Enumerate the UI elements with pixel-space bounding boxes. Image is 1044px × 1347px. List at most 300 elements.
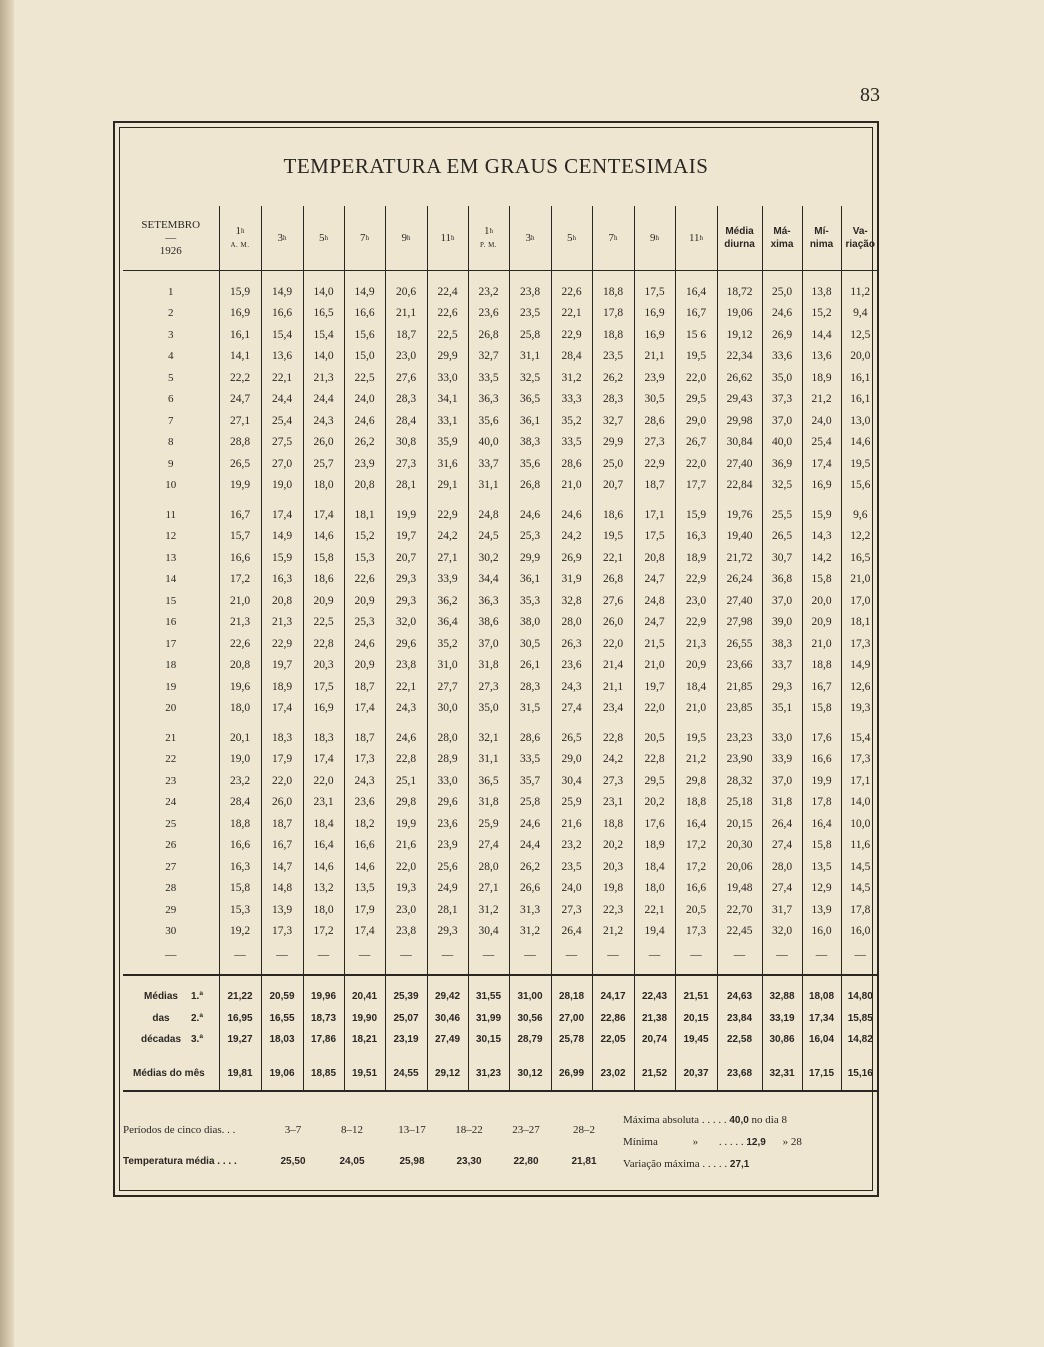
temperature-cell: 14,7 (261, 856, 303, 878)
table-row (123, 281, 879, 303)
table-row (123, 324, 879, 346)
spacer-cell (468, 1051, 509, 1063)
temperature-cell: 15,7 (219, 526, 261, 548)
spacer-row (123, 975, 879, 986)
spacer-cell (509, 975, 551, 986)
temperature-cell: 28,4 (385, 410, 427, 432)
spacer-cell (303, 496, 344, 504)
temperature-cell: 28,1 (385, 475, 427, 497)
temperature-cell: 26,9 (762, 324, 802, 346)
table-row (123, 813, 879, 835)
temperature-cell: 16,6 (219, 547, 261, 569)
temperature-cell: 18,8 (802, 655, 841, 677)
temperature-cell: 29,6 (385, 633, 427, 655)
spacer-cell (427, 1051, 468, 1063)
spacer-cell (762, 1051, 802, 1063)
temperature-cell: 17,2 (219, 569, 261, 591)
day-number: 18 (165, 659, 177, 672)
decade-mean-cell: 25,07 (385, 1008, 427, 1030)
temperature-cell: 27,3 (634, 432, 675, 454)
temperature-cell: 27,3 (385, 453, 427, 475)
temperature-cell: 14,9 (261, 526, 303, 548)
temperature-cell: 31,1 (468, 749, 509, 771)
temperature-cell: 31,8 (468, 655, 509, 677)
temperature-cell: 16,9 (303, 698, 344, 720)
temperature-cell: 13,5 (802, 856, 841, 878)
temperature-cell: 13,9 (261, 899, 303, 921)
temperature-cell: 31,6 (427, 453, 468, 475)
decade-mean-cell: 18,73 (303, 1008, 344, 1030)
temperature-cell: 33,5 (468, 367, 509, 389)
temperature-cell: 21,0 (634, 655, 675, 677)
temperature-cell: 17,0 (841, 590, 879, 612)
dash-cell: — (509, 942, 551, 968)
min-ditto: » (692, 1136, 699, 1148)
temperature-cell: 30,4 (468, 921, 509, 943)
temperature-cell: 25,0 (762, 281, 802, 303)
temperature-cell: 18,6 (592, 504, 634, 526)
spacer-cell (468, 271, 509, 282)
spacer-cell (592, 496, 634, 504)
temperature-cell: 16,7 (802, 676, 841, 698)
table-row (123, 547, 879, 569)
month-mean-cell: 29,12 (427, 1063, 468, 1085)
temperature-cell: 14,8 (261, 878, 303, 900)
spacer-cell (802, 1084, 841, 1091)
temperature-cell: 16,4 (303, 835, 344, 857)
spacer-cell (762, 975, 802, 986)
spacer-cell (551, 1051, 592, 1063)
temperature-cell: 38,0 (509, 612, 551, 634)
temperature-cell: 17,4 (303, 504, 344, 526)
temperature-cell: 19,06 (717, 303, 762, 325)
temperature-cell: 18,72 (717, 281, 762, 303)
spacer-cell (675, 968, 717, 975)
temperature-cell: 21,3 (675, 633, 717, 655)
temperature-cell: 9,4 (841, 303, 879, 325)
temperature-cell: 18,6 (303, 569, 344, 591)
table-row (123, 749, 879, 771)
table-row (123, 303, 879, 325)
spacer-cell (551, 968, 592, 975)
temperature-cell: 19,9 (385, 813, 427, 835)
hour-suffix: h (241, 226, 245, 235)
temperature-cell: 29,3 (385, 569, 427, 591)
temperature-cell: 14,6 (303, 856, 344, 878)
hour-header-8 (509, 206, 551, 271)
temperature-cell: 21,4 (592, 655, 634, 677)
temperature-cell: 23,6 (427, 813, 468, 835)
temperature-cell: 20,7 (385, 547, 427, 569)
temperature-cell: 26,7 (675, 432, 717, 454)
temperature-cell: 15,2 (344, 526, 385, 548)
decade-mean-cell: 19,27 (219, 1029, 261, 1051)
temperature-cell: 27,40 (717, 590, 762, 612)
min-value: 12,9 (746, 1137, 766, 1148)
temperature-cell: 22,0 (261, 770, 303, 792)
temperature-cell: 22,1 (634, 899, 675, 921)
temperature-cell: 24,3 (344, 770, 385, 792)
temperature-cell: 15,3 (219, 899, 261, 921)
temperature-cell: 17,3 (841, 749, 879, 771)
spacer-cell (385, 1084, 427, 1091)
temperature-cell: 27,7 (427, 676, 468, 698)
temperature-cell: 22,0 (675, 453, 717, 475)
spacer-cell (509, 271, 551, 282)
temperature-cell: 22,9 (551, 324, 592, 346)
temperature-cell: 23,4 (592, 698, 634, 720)
dash-cell: — (385, 942, 427, 968)
table-row (123, 792, 879, 814)
temperature-cell: 22,1 (385, 676, 427, 698)
temperature-cell: 24,4 (303, 389, 344, 411)
temperature-cell: 18,9 (634, 835, 675, 857)
decade-word: décadas (140, 1034, 182, 1046)
temperature-cell: 18,1 (344, 504, 385, 526)
temperature-cell: 27,0 (261, 453, 303, 475)
temperature-cell: 33,7 (468, 453, 509, 475)
temperature-cell: 22,0 (592, 633, 634, 655)
temperature-cell: 22,9 (634, 453, 675, 475)
spacer-cell (219, 271, 261, 282)
temperature-cell: 27,4 (762, 835, 802, 857)
temperature-cell: 15 6 (675, 324, 717, 346)
temperature-cell: 28,4 (551, 346, 592, 368)
temperature-cell: 23,23 (717, 727, 762, 749)
decade-mean-cell: 14,80 (841, 986, 879, 1008)
temperature-cell: 32,0 (385, 612, 427, 634)
table-row (123, 727, 879, 749)
temperature-cell: 36,5 (468, 770, 509, 792)
temperature-cell: 16,9 (634, 303, 675, 325)
temperature-cell: 17,6 (634, 813, 675, 835)
temperature-cell: 18,7 (634, 475, 675, 497)
spacer-cell (261, 271, 303, 282)
period-temperature: 25,98 (399, 1156, 425, 1167)
decade-mean-cell: 31,99 (468, 1008, 509, 1030)
spacer-cell (634, 496, 675, 504)
month-mean-cell: 21,52 (634, 1063, 675, 1085)
hour-header-10 (592, 206, 634, 271)
temperature-cell: 25,4 (802, 432, 841, 454)
spacer-cell (303, 1051, 344, 1063)
temperature-cell: 21,72 (717, 547, 762, 569)
day-number: 26 (165, 839, 177, 852)
spacer-cell (841, 719, 879, 727)
decade-mean-cell: 18,21 (344, 1029, 385, 1051)
day-number: 14 (165, 573, 177, 586)
temperature-cell: 17,1 (841, 770, 879, 792)
temperature-cell: 27,4 (551, 698, 592, 720)
temperature-cell: 19,5 (675, 346, 717, 368)
month-mean-label: Médias do mês (133, 1067, 205, 1079)
temperature-cell: 17,2 (303, 921, 344, 943)
day-number: 29 (165, 903, 177, 916)
temperature-cell: 23,2 (551, 835, 592, 857)
day-number: 6 (168, 393, 174, 406)
temperature-cell: 20,9 (344, 655, 385, 677)
decade-mean-cell: 19,96 (303, 986, 344, 1008)
table-row (123, 367, 879, 389)
decade-mean-cell: 31,55 (468, 986, 509, 1008)
period-range: 8–12 (341, 1124, 363, 1136)
temperature-cell: 25,8 (509, 324, 551, 346)
temperature-cell: 14,9 (841, 655, 879, 677)
temperature-cell: 33,1 (427, 410, 468, 432)
decade-number: 1.ª (191, 991, 204, 1003)
temperature-cell: 14,9 (344, 281, 385, 303)
dash-cell: — (427, 942, 468, 968)
page-number: 83 (860, 84, 880, 106)
temperature-cell: 30,4 (551, 770, 592, 792)
temperature-cell: 20,8 (344, 475, 385, 497)
temperature-cell: 33,3 (551, 389, 592, 411)
temperature-cell: 22,0 (675, 367, 717, 389)
spacer-cell (468, 975, 509, 986)
temperature-cell: 15,6 (344, 324, 385, 346)
temperature-cell: 23,9 (634, 367, 675, 389)
temperature-cell: 16,1 (841, 367, 879, 389)
temperature-cell: 23,9 (427, 835, 468, 857)
temperature-cell: 24,6 (385, 727, 427, 749)
month-mean-row (123, 1063, 879, 1085)
hour-suffix: h (531, 233, 535, 242)
hour-suffix: h (365, 233, 369, 242)
day-number: 21 (165, 731, 177, 744)
temperature-cell: 33,9 (427, 569, 468, 591)
table-row (123, 432, 879, 454)
spacer-cell (303, 719, 344, 727)
temperature-cell: 21,3 (261, 612, 303, 634)
temperature-cell: 14,6 (344, 856, 385, 878)
spacer-cell (219, 975, 261, 986)
temperature-cell: 32,7 (468, 346, 509, 368)
spacer-cell (762, 1084, 802, 1091)
temperature-cell: 25,3 (344, 612, 385, 634)
temperature-cell: 18,9 (675, 547, 717, 569)
day-number: 9 (168, 457, 174, 470)
temperature-cell: 21,0 (802, 633, 841, 655)
spacer-cell (675, 1084, 717, 1091)
day-number: 23 (165, 774, 177, 787)
temperature-cell: 15,9 (261, 547, 303, 569)
temperature-cell: 17,4 (303, 749, 344, 771)
temperature-cell: 14,0 (841, 792, 879, 814)
temperature-cell: 17,3 (841, 633, 879, 655)
temperature-cell: 27,3 (592, 770, 634, 792)
temperature-cell: 28,3 (385, 389, 427, 411)
temperature-cell: 18,7 (344, 727, 385, 749)
temperature-cell: 18,4 (675, 676, 717, 698)
temperature-cell: 24,4 (509, 835, 551, 857)
temperature-cell: 30,5 (634, 389, 675, 411)
temperature-cell: 19,4 (634, 921, 675, 943)
temperature-cell: 26,2 (344, 432, 385, 454)
temperature-cell: 24,8 (634, 590, 675, 612)
temperature-cell: 18,8 (592, 324, 634, 346)
spacer-cell (634, 271, 675, 282)
table-row (123, 612, 879, 634)
temperature-cell: 36,5 (509, 389, 551, 411)
temperature-cell: 36,2 (427, 590, 468, 612)
temperature-cell: 29,3 (762, 676, 802, 698)
temperature-cell: 31,7 (762, 899, 802, 921)
temperature-cell: 14,3 (802, 526, 841, 548)
spacer-row (123, 1084, 879, 1091)
temperature-cell: 16,4 (802, 813, 841, 835)
decade-row (123, 986, 879, 1008)
hour-header-4 (344, 206, 385, 271)
page-binding-edge (0, 0, 14, 1347)
temperature-cell: 18,0 (303, 475, 344, 497)
period-temperature: 24,05 (339, 1156, 365, 1167)
temperature-cell: 26,8 (468, 324, 509, 346)
dash-cell: — (762, 942, 802, 968)
hour-suffix: h (324, 233, 328, 242)
temperature-cell: 21,0 (675, 698, 717, 720)
decade-mean-cell: 16,04 (802, 1029, 841, 1051)
temperature-cell: 18,8 (675, 792, 717, 814)
temperature-cell: 28,0 (468, 856, 509, 878)
temperature-cell: 27,3 (551, 899, 592, 921)
temperature-cell: 19,12 (717, 324, 762, 346)
day-number: 8 (168, 436, 174, 449)
spacer-cell (385, 271, 427, 282)
temperature-cell: 29,9 (592, 432, 634, 454)
spacer-cell (841, 271, 879, 282)
hour-value: 11 (688, 231, 700, 244)
temperature-cell: 18,4 (303, 813, 344, 835)
spacer-cell (717, 975, 762, 986)
decade-mean-cell: 19,90 (344, 1008, 385, 1030)
spacer-cell (219, 719, 261, 727)
decade-mean-cell: 21,38 (634, 1008, 675, 1030)
hour-header-9 (551, 206, 592, 271)
temperature-cell: 17,2 (675, 835, 717, 857)
temperature-cell: 25,18 (717, 792, 762, 814)
hour-suffix: h (283, 233, 287, 242)
temperature-cell: 31,1 (468, 475, 509, 497)
temperature-cell: 21,1 (592, 676, 634, 698)
temperature-cell: 33,6 (762, 346, 802, 368)
spacer-cell (717, 968, 762, 975)
period-range: 3–7 (284, 1124, 302, 1136)
spacer-cell (592, 719, 634, 727)
temperature-cell: 30,84 (717, 432, 762, 454)
temperature-cell: 16,5 (841, 547, 879, 569)
temperature-cell: 19,0 (219, 749, 261, 771)
spacer-cell (303, 975, 344, 986)
temperature-cell: 29,0 (675, 410, 717, 432)
temperature-cell: 19,8 (592, 878, 634, 900)
temperature-cell: 19,2 (219, 921, 261, 943)
temperature-cell: 27,98 (717, 612, 762, 634)
temperature-cell: 33,9 (762, 749, 802, 771)
decade-word: das (152, 1012, 170, 1024)
temperature-cell: 23,6 (344, 792, 385, 814)
temperature-cell: 16,7 (675, 303, 717, 325)
spacer-cell (762, 271, 802, 282)
temperature-cell: 27,5 (261, 432, 303, 454)
decade-mean-cell: 18,08 (802, 986, 841, 1008)
temperature-cell: 20,8 (219, 655, 261, 677)
spacer-cell (261, 968, 303, 975)
temperature-cell: 16,0 (802, 921, 841, 943)
decade-mean-cell: 20,59 (261, 986, 303, 1008)
temperature-cell: 12,2 (841, 526, 879, 548)
temperature-cell: 30,5 (509, 633, 551, 655)
hour-header-7 (468, 206, 509, 271)
spacer-cell (427, 1084, 468, 1091)
temperature-cell: 20,5 (634, 727, 675, 749)
period-temperature: 21,81 (571, 1156, 597, 1167)
temperature-cell: 26,2 (509, 856, 551, 878)
temperature-cell: 22,0 (303, 770, 344, 792)
temperature-cell: 22,84 (717, 475, 762, 497)
spacer-cell (385, 968, 427, 975)
temperature-cell: 27,1 (468, 878, 509, 900)
temperature-cell: 22,9 (427, 504, 468, 526)
temperature-cell: 15,9 (675, 504, 717, 526)
dash-cell: — (468, 942, 509, 968)
temperature-cell: 26,24 (717, 569, 762, 591)
temperature-cell: 22,9 (675, 612, 717, 634)
temperature-cell: 12,9 (802, 878, 841, 900)
hour-header-12 (675, 206, 717, 271)
temperature-cell: 16,9 (802, 475, 841, 497)
temperature-cell: 12,5 (841, 324, 879, 346)
spacer-cell (261, 1051, 303, 1063)
media-diurna-header-line-2: diurna (724, 239, 755, 250)
hour-value: 1 (484, 224, 490, 237)
max-abs-label: Máxima absoluta . . . . . (623, 1114, 727, 1126)
temperature-cell: 15,8 (802, 698, 841, 720)
temperature-cell: 24,2 (592, 749, 634, 771)
hour-period: P. M. (479, 240, 498, 249)
decade-row (123, 1008, 879, 1030)
temperature-cell: 21,85 (717, 676, 762, 698)
hour-value: 7 (608, 231, 614, 244)
temperature-cell: 23,6 (551, 655, 592, 677)
hour-value: 5 (567, 231, 573, 244)
hour-suffix: h (407, 233, 411, 242)
temperature-cell: 21,5 (634, 633, 675, 655)
temperature-cell: 30,0 (427, 698, 468, 720)
temperature-cell: 17,5 (634, 526, 675, 548)
temperature-cell: 26,5 (219, 453, 261, 475)
minima-header-line-2: nima (809, 239, 834, 250)
temperature-cell: 25,9 (551, 792, 592, 814)
dash-cell: — (303, 942, 344, 968)
decade-mean-cell: 20,15 (675, 1008, 717, 1030)
temperature-cell: 26,62 (717, 367, 762, 389)
temperature-cell: 22,5 (303, 612, 344, 634)
spacer-cell (344, 1051, 385, 1063)
day-number: 27 (165, 860, 177, 873)
temperature-cell: 21,2 (675, 749, 717, 771)
temperature-cell: 22,9 (261, 633, 303, 655)
temperature-cell: 36,9 (762, 453, 802, 475)
temperature-cell: 35,0 (762, 367, 802, 389)
temperature-cell: 18,8 (592, 813, 634, 835)
temperature-cell: 20,6 (385, 281, 427, 303)
day-number: 2 (168, 307, 174, 320)
temperature-cell: 21,0 (219, 590, 261, 612)
temperature-cell: 15,9 (802, 504, 841, 526)
spacer-cell (344, 496, 385, 504)
temperature-cell: 18,0 (219, 698, 261, 720)
spacer-cell (551, 1084, 592, 1091)
